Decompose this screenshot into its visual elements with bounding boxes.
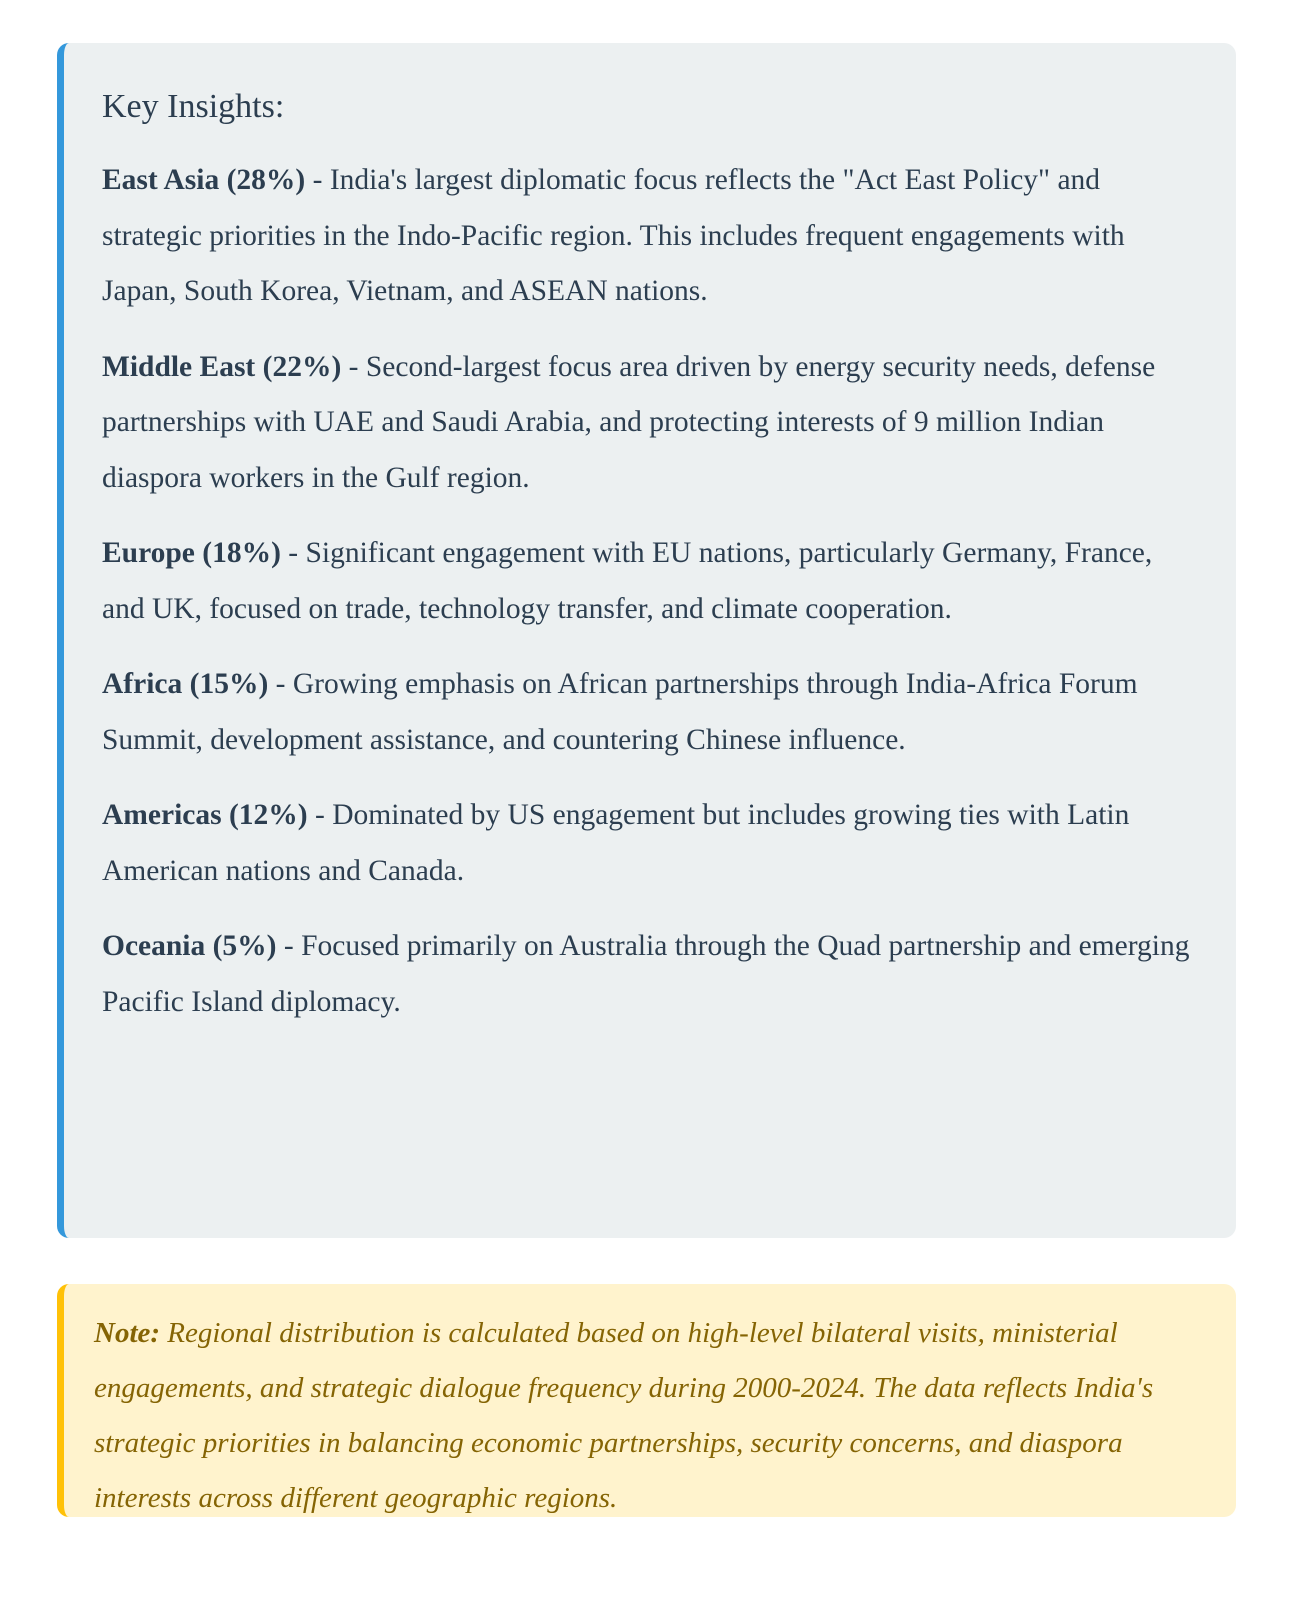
key-insights-panel: [57, 43, 1236, 1238]
insight-americas: [102, 788, 1196, 899]
insight-region-label: Africa (15%): [102, 668, 269, 700]
insight-middle-east: [102, 340, 1196, 507]
methodology-note: [57, 1284, 1236, 1517]
insight-separator: -: [276, 930, 302, 962]
insight-region-label: Middle East (22%): [102, 350, 342, 383]
insight-region-label: Europe (18%): [102, 537, 281, 569]
insight-separator: -: [341, 350, 366, 383]
insight-region-label: Americas (12%): [102, 799, 308, 831]
insight-separator: -: [280, 537, 306, 569]
insight-oceania: [102, 919, 1196, 1030]
insight-separator: -: [268, 668, 293, 700]
note-label: Note:: [94, 1317, 161, 1349]
insight-text: Second-largest focus area driven by energy security needs, defense partnerships with UAE and Saudi Arabia, and protecting interests of 9 million Indian diaspora workers in the Gulf region.: [102, 350, 1156, 494]
insight-text: Dominated by US engagement but includes growing ties with Latin American nations and Canada.: [102, 799, 1130, 887]
insight-europe: [102, 526, 1196, 637]
insight-east-asia: [102, 153, 1196, 320]
insight-africa: [102, 657, 1196, 768]
insight-separator: -: [305, 164, 330, 196]
key-insights-heading: Key Insights:: [102, 88, 285, 125]
insight-text: India's largest diplomatic focus reflects the "Act East Policy" and strategic priorities in the Indo-Pacific region. This includes frequent engagements with Japan, South Korea, Vietnam, and ASEAN nations.: [102, 164, 1125, 307]
insight-text: Growing emphasis on African partnerships through India-Africa Forum Summit, development assistance, and countering Chinese influence.: [102, 668, 1138, 756]
insight-separator: -: [307, 799, 333, 831]
insight-region-label: East Asia (28%): [102, 164, 306, 196]
insight-text: Significant engagement with EU nations, particularly Germany, France, and UK, focused on trade, technology transfer, and climate cooperation.: [102, 537, 1153, 625]
insight-region-label: Oceania (5%): [102, 930, 277, 962]
insight-text: Focused primarily on Australia through the Quad partnership and emerging Pacific Island diplomacy.: [102, 930, 1190, 1018]
note-text: Regional distribution is calculated based on high-level bilateral visits, ministerial engagements, and strategic dialogue frequency during 2000-2024. The data reflects India's strategic priorities in balancing economic partnerships, security concerns, and diaspora interests across different geographic regions.: [94, 1317, 1154, 1514]
